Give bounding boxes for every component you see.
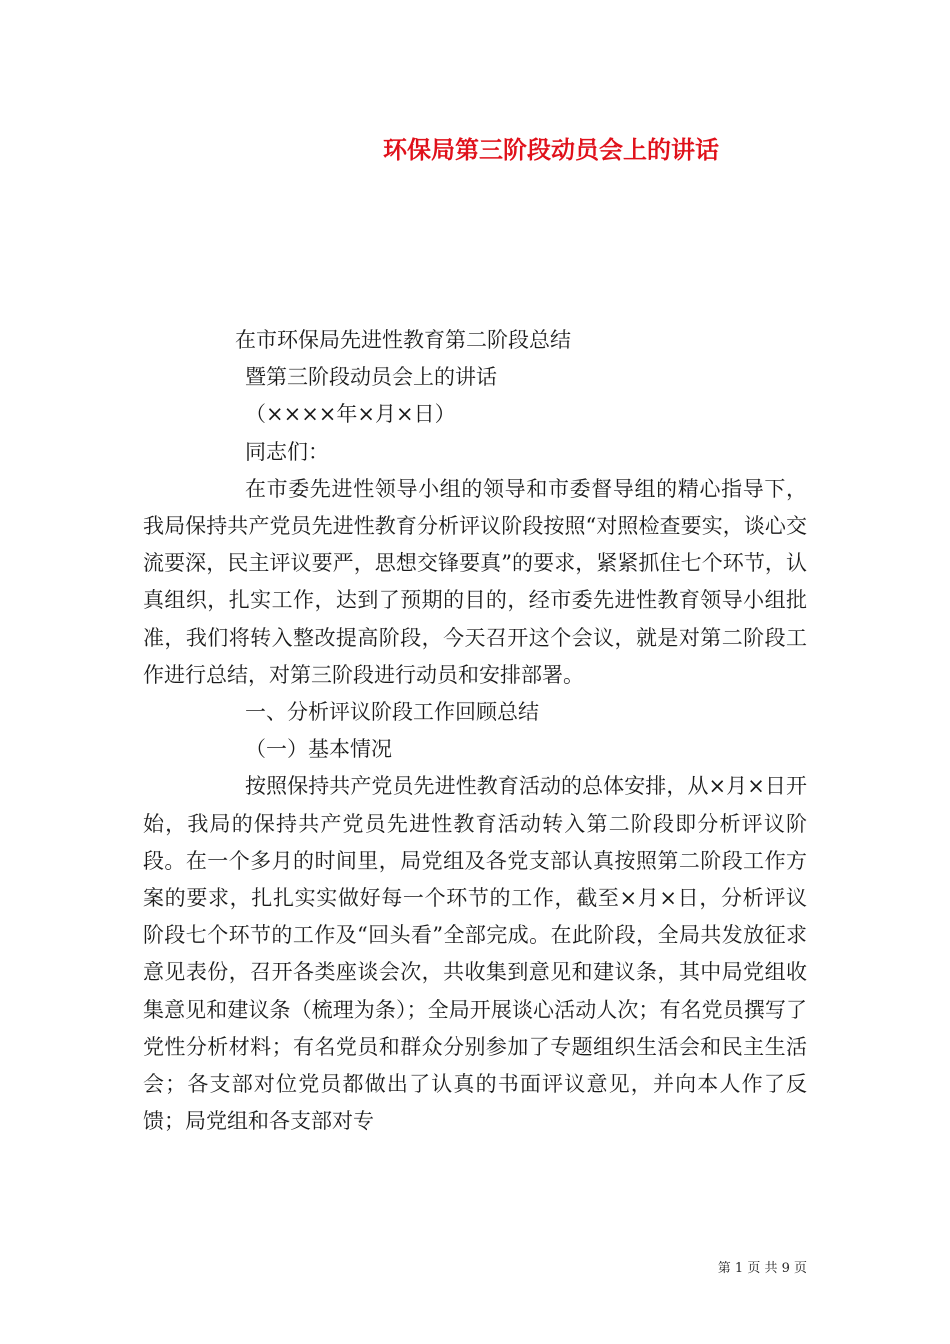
- paragraph-basic-situation: 按照保持共产党员先进性教育活动的总体安排，从×月×日开始，我局的保持共产党员先进性教育活动转入第二阶段即分析评议阶段。在一个多月的时间里，局党组及各党支部认真按照第二阶段工作方案的要求，扎扎实实做好每一个环节的工作，截至×月×日，分析评议阶段七个环节的工作及“回头看”全部完成。在此阶段，全局共发放征求意见表份，召开各类座谈会次，共收集到意见和建议条，其中局党组收集意见和建议条（梳理为条）；全局开展谈心活动人次；有名党员撰写了党性分析材料；有名党员和群众分别参加了专题组织生活会和民主生活会；各支部对位党员都做出了认真的书面评议意见，并向本人作了反馈；局党组和各支部对专: [143, 774, 807, 1134]
- date-line: （××××年×月×日）: [245, 402, 456, 427]
- subtitle-line-1: 在市环保局先进性教育第二阶段总结: [235, 328, 571, 352]
- subsection-heading-1: （一）基本情况: [245, 737, 392, 762]
- section-heading-1: 一、分析评议阶段工作回顾总结: [245, 700, 539, 725]
- document-body: [143, 322, 807, 1140]
- salutation: 同志们：: [245, 439, 329, 464]
- page-number: 第 1 页 共 9 页: [717, 1261, 807, 1276]
- paragraph-intro: 在市委先进性领导小组的领导和市委督导组的精心指导下，我局保持共产党员先进性教育分析评议阶段按照“对照检查要实，谈心交流要深，民主评议要严，思想交锋要真”的要求，紧紧抓住七个环节，认真组织，扎实工作，达到了预期的目的，经市委先进性教育领导小组批准，我们将转入整改提高阶段，今天召开这个会议，就是对第二阶段工作进行总结，对第三阶段进行动员和安排部署。: [143, 476, 807, 687]
- subtitle-line-2: 暨第三阶段动员会上的讲话: [245, 365, 497, 390]
- document-title: 环保局第三阶段动员会上的讲话: [383, 135, 719, 164]
